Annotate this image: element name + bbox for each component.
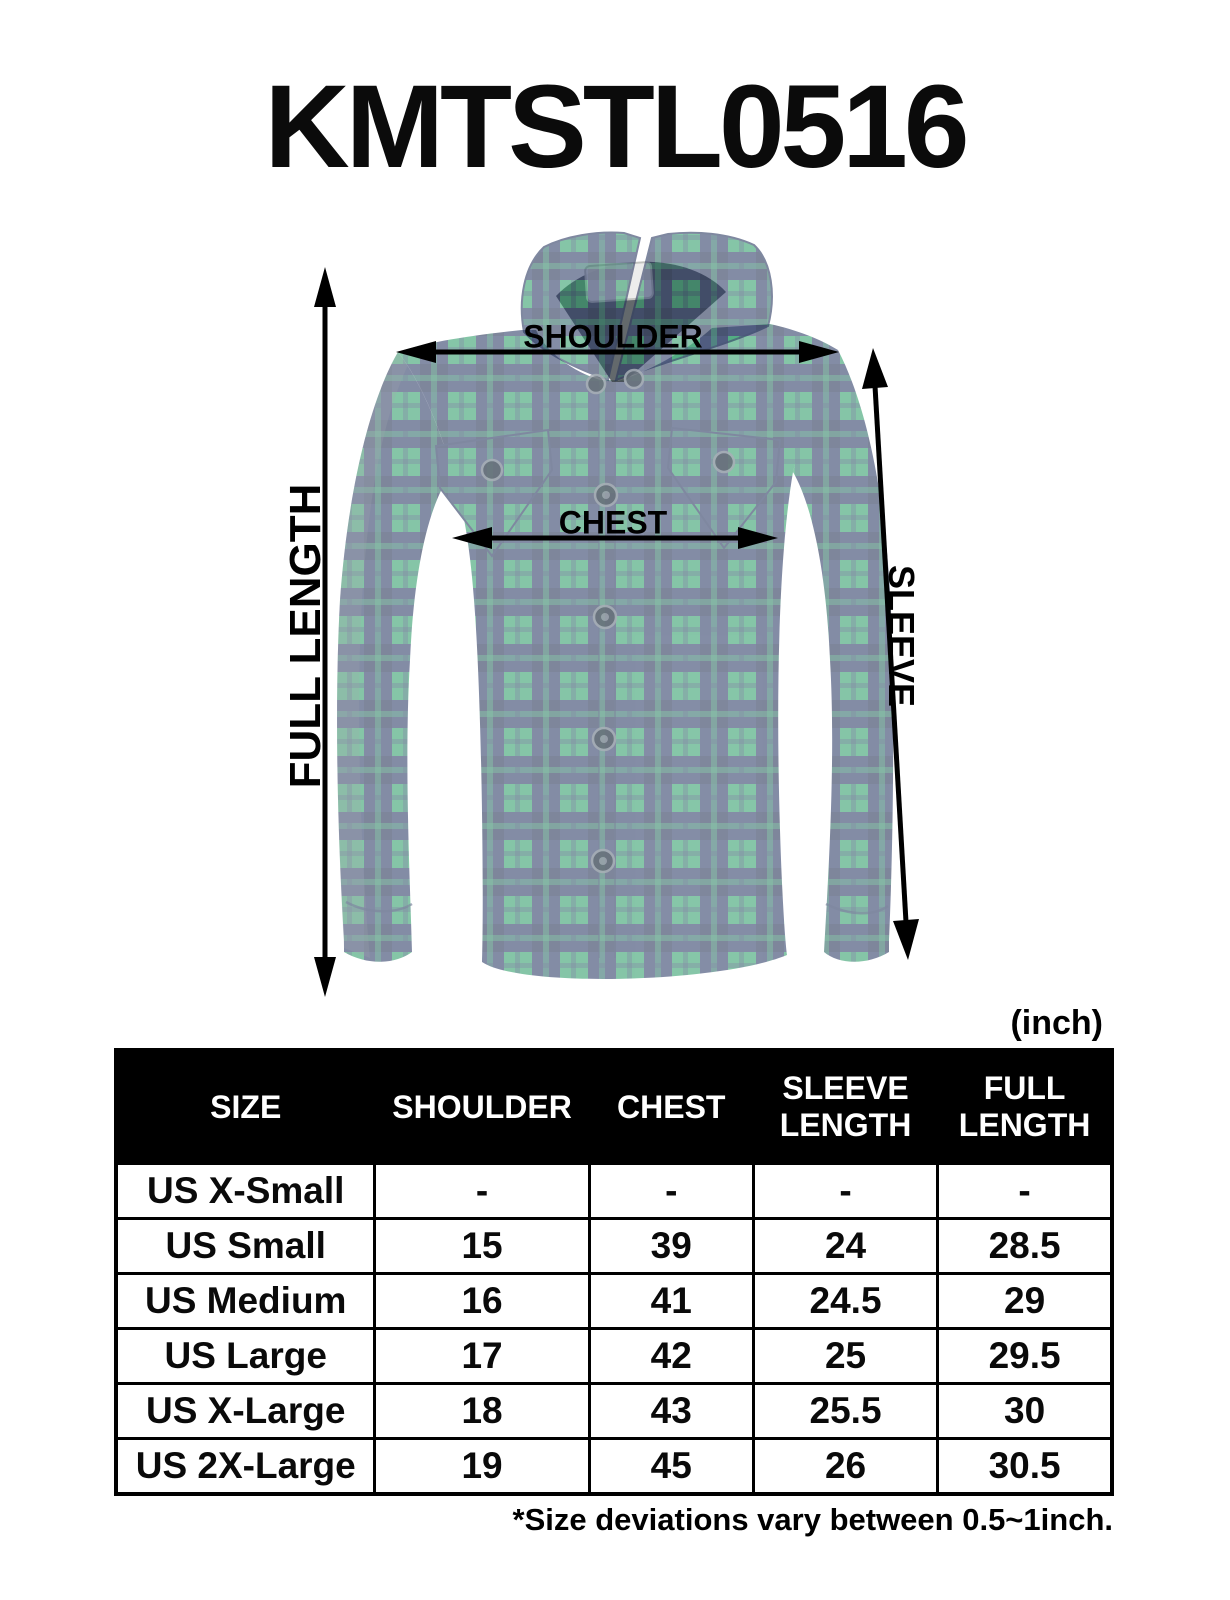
measurement-cell: 16: [375, 1274, 589, 1329]
size-cell: US Medium: [116, 1274, 375, 1329]
size-cell: US 2X-Large: [116, 1439, 375, 1495]
measurement-cell: 45: [589, 1439, 753, 1495]
measurement-cell: 30.5: [938, 1439, 1112, 1495]
measurement-cell: 42: [589, 1329, 753, 1384]
measurement-cell: 19: [375, 1439, 589, 1495]
size-cell: US Large: [116, 1329, 375, 1384]
column-header: SHOULDER: [375, 1050, 589, 1164]
sleeve-label: SLEEVE: [881, 564, 922, 708]
header-row: [116, 1050, 1112, 1164]
measurement-cell: -: [589, 1164, 753, 1219]
column-header: FULL LENGTH: [938, 1050, 1112, 1164]
size-cell: US X-Small: [116, 1164, 375, 1219]
full-length-label: FULL LENGTH: [281, 483, 330, 789]
column-header: SIZE: [116, 1050, 375, 1164]
measurement-cell: 41: [589, 1274, 753, 1329]
column-header: CHEST: [589, 1050, 753, 1164]
size-cell: US Small: [116, 1219, 375, 1274]
measurement-cell: 39: [589, 1219, 753, 1274]
measurement-cell: -: [375, 1164, 589, 1219]
table-row: [116, 1329, 1112, 1384]
table-body: [116, 1164, 1112, 1495]
measurement-cell: 25: [753, 1329, 937, 1384]
shirt-body-group: [337, 324, 893, 979]
measurement-cell: 24.5: [753, 1274, 937, 1329]
column-header: SLEEVE LENGTH: [753, 1050, 937, 1164]
measurement-cell: -: [753, 1164, 937, 1219]
measurement-cell: -: [938, 1164, 1112, 1219]
measurement-cell: 15: [375, 1219, 589, 1274]
measurement-cell: 25.5: [753, 1384, 937, 1439]
size-deviation-note: *Size deviations vary between 0.5~1inch.: [512, 1502, 1113, 1537]
measurement-cell: 17: [375, 1329, 589, 1384]
size-table: [114, 1048, 1114, 1496]
table-row: [116, 1384, 1112, 1439]
measurement-cell: 28.5: [938, 1219, 1112, 1274]
measurement-cell: 43: [589, 1384, 753, 1439]
shoulder-label: SHOULDER: [523, 318, 703, 355]
table-row: [116, 1164, 1112, 1219]
measurement-cell: 26: [753, 1439, 937, 1495]
product-code-title: KMTSTL0516: [264, 61, 966, 193]
measurement-cell: 18: [375, 1384, 589, 1439]
measurement-cell: 29: [938, 1274, 1112, 1329]
table-row: [116, 1219, 1112, 1274]
measurement-cell: 24: [753, 1219, 937, 1274]
table-row: [116, 1439, 1112, 1495]
unit-note: (inch): [1010, 1004, 1103, 1042]
measurement-cell: 29.5: [938, 1329, 1112, 1384]
chest-label: CHEST: [558, 504, 668, 541]
table-row: [116, 1274, 1112, 1329]
size-cell: US X-Large: [116, 1384, 375, 1439]
measurement-cell: 30: [938, 1384, 1112, 1439]
